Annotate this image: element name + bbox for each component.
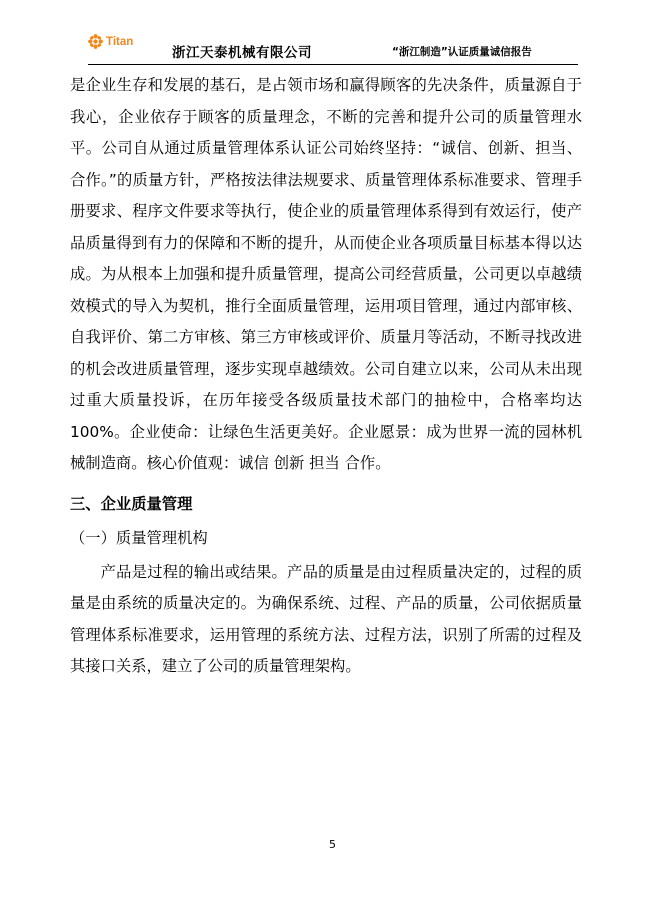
page-header [0,0,665,64]
titan-flower-logo-icon [88,34,103,49]
subsection-heading-1: （一）质量管理机构 [70,529,208,547]
header-divider [88,64,578,65]
header-report-title: “浙江制造”认证质量诚信报告 [392,46,532,58]
body-paragraph-1: 是企业生存和发展的基石，是占领市场和赢得顾客的先决条件，质量源自于我心，企业依存于顾客的质量理念，不断的完善和提升公司的质量管理水平。公司自从通过质量管理体系认证公司始终坚持：“诚信、创新、担当、合作。”的质量方针，严格按法律法规要求、质量管理体系标准要求、管理手册要求、程序文件要求等执行，使企业的质量管理体系得到有效运行，使产品质量得到有力的保障和不断的提升，从而使企业各项质量目标基本得以达成。为从根本上加强和提升质量管理，提高公司经营质量，公司更以卓越绩效模式的导入为契机，推行全面质量管理，运用项目管理，通过内部审核、自我评价、第二方审核、第三方审核或评价、质量月等活动，不断寻找改进的机会改进质量管理，逐步实现卓越绩效。公司自建立以来，公司从未出现过重大质量投诉，在历年接受各级质量技术部门的抽检中，合格率均达100%。企业使命：让绿色生活更美好。企业愿景：成为世界一流的园林机械制造商。核心价值观：诚信 创新 担当 合作。 [70,76,582,472]
section-heading-3: 三、企业质量管理 [70,494,193,513]
document-body [70,70,582,683]
logo-wordmark: Titan [106,35,134,48]
page-number: 5 [329,838,336,851]
header-company-name: 浙江天泰机械有限公司 [172,45,312,61]
body-paragraph-2: 产品是过程的输出或结果。产品的质量是由过程质量决定的，过程的质量是由系统的质量决定的。为确保系统、过程、产品的质量，公司依据质量管理体系标准要求，运用管理的系统方法、过程方法，识别了所需的过程及其接口关系，建立了公司的质量管理架构。 [70,562,582,675]
page-footer [0,838,665,851]
company-logo [88,34,133,49]
